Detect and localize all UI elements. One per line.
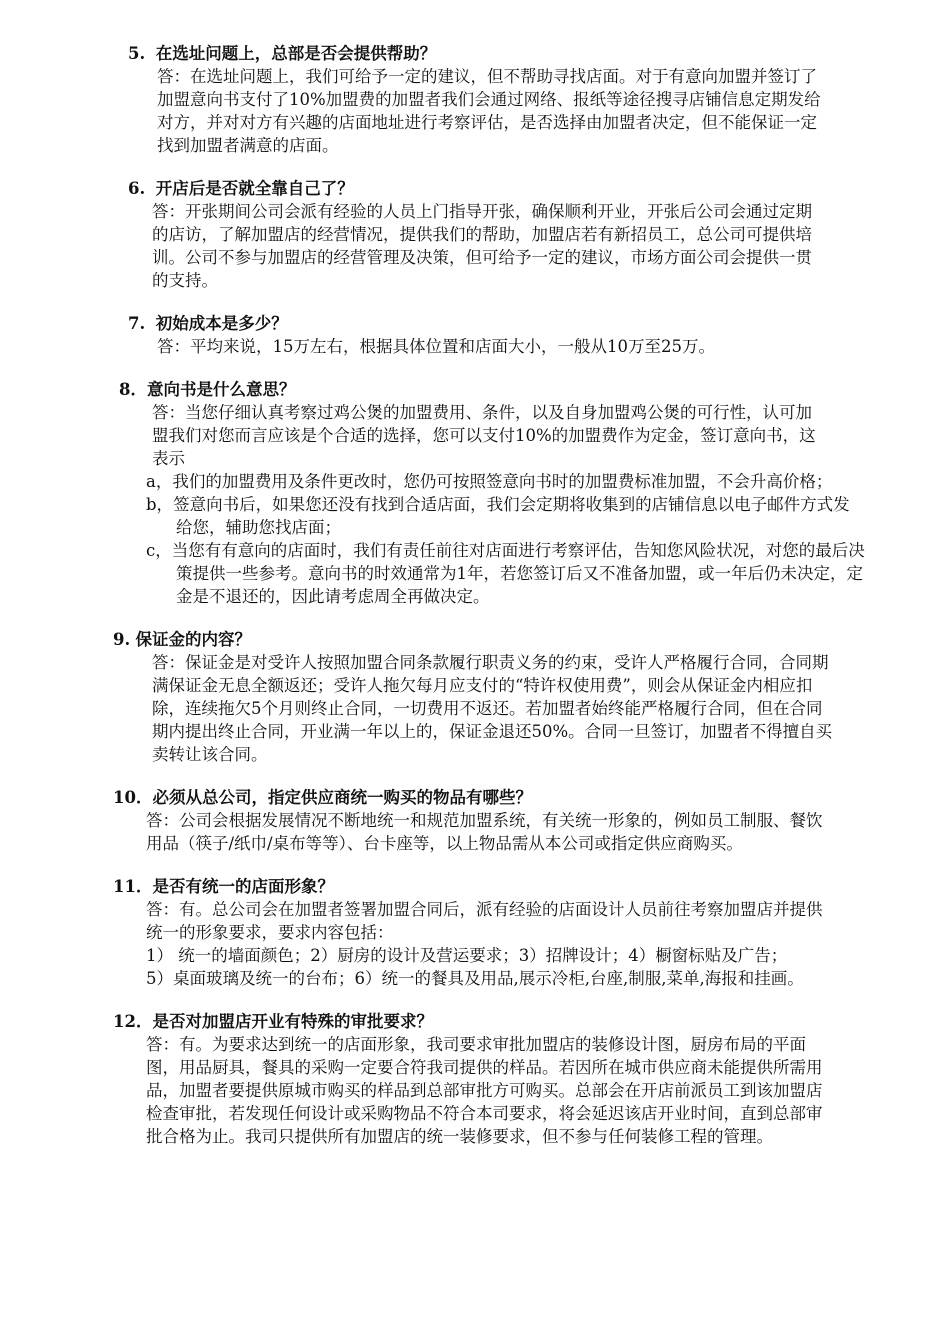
list-item (146, 493, 860, 539)
faq-item-8 (0, 378, 950, 608)
answer-text: 答：有。为要求达到统一的店面形象，我司要求审批加盟店的装修设计图，厨房布局的平面图，用品厨具，餐具的采购一定要合符我司提供的样品。若因所在城市供应商未能提供所需用品，加盟者要提供原城市购买的样品到总部审批方可购买。总部会在开店前派员工到该加盟店检查审批，若发现任何设计或采购物品不符合本司要求，将会延迟该店开业时间，直到总部审批合格为止。我司只提供所有加盟店的统一装修要求，但不参与任何装修工程的管理。 (146, 1035, 823, 1146)
list-item-text: 签意向书后，如果您还没有找到合适店面，我们会定期将收集到的店铺信息以电子邮件方式发给您，辅助您找店面； (173, 495, 850, 537)
question-heading (128, 42, 950, 65)
list-item-text: 统一的墙面颜色；2）厨房的设计及营运要求；3）招牌设计；4）橱窗标贴及广告； (178, 946, 788, 965)
question-number: 11． (113, 877, 153, 896)
faq-item-11 (0, 875, 950, 990)
question-heading (113, 628, 950, 651)
question-heading (128, 312, 950, 335)
answer-text: 答：当您仔细认真考察过鸡公煲的加盟费用、条件，以及自身加盟鸡公煲的可行性，认可加盟我们对您而言应该是个合适的选择，您可以支付10%的加盟费作为定金，签订意向书，这表示 (152, 403, 816, 468)
faq-item-12 (0, 1010, 950, 1148)
faq-item-6 (0, 177, 950, 292)
list-marker: c， (146, 541, 172, 560)
list-marker: 1） (146, 946, 173, 965)
question-number: 7. (128, 314, 146, 333)
question-text: 开店后是否就全靠自己了？ (155, 179, 354, 198)
faq-item-9 (0, 628, 950, 766)
list-marker: a， (146, 472, 173, 491)
question-text: 是否有统一的店面形象？ (152, 877, 334, 896)
question-heading (113, 786, 950, 809)
list-item (146, 539, 868, 608)
question-number: 8． (119, 380, 147, 399)
question-heading (113, 875, 950, 898)
question-heading (113, 1010, 950, 1033)
list-item-text: 当您有有意向的店面时，我们有责任前往对店面进行考察评估，告知您风险状况，对您的最后决策提供一些参考。意向书的时效通常为1年，若您签订后又不准备加盟，或一年后仍未决定，定金是不退还的，因此请考虑周全再做决定。 (171, 541, 865, 606)
question-text: 保证金的内容？ (135, 630, 251, 649)
answer-text: 答：开张期间公司会派有经验的人员上门指导开张，确保顺利开业，开张后公司会通过定期的店访，了解加盟店的经营情况，提供我们的帮助，加盟店若有新招员工，总公司可提供培训。公司不参与加盟店的经营管理及决策，但可给予一定的建议，市场方面公司会提供一贯的支持。 (152, 202, 812, 290)
question-heading (119, 378, 950, 401)
answer-text: 答：在选址问题上，我们可给予一定的建议，但不帮助寻找店面。对于有意向加盟并签订了加盟意向书支付了10%加盟费的加盟者我们会通过网络、报纸等途径搜寻店铺信息定期发给对方，并对对方有兴趣的店面地址进行考察评估，是否选择由加盟者决定，但不能保证一定找到加盟者满意的店面。 (157, 67, 821, 155)
question-heading (128, 177, 950, 200)
question-number: 5. (128, 44, 146, 63)
list-item (146, 944, 860, 967)
question-number: 6. (128, 179, 146, 198)
list-item (146, 470, 860, 493)
question-number: 9. (113, 630, 131, 649)
list-continuation: 5）桌面玻璃及统一的台布；6）统一的餐具及用品,展示冷柜,台座,制服,菜单,海报和挂画。 (146, 969, 804, 988)
question-text: 是否对加盟店开业有特殊的审批要求？ (152, 1012, 433, 1031)
question-text: 必须从总公司，指定供应商统一购买的物品有哪些？ (152, 788, 532, 807)
question-number: 12． (113, 1012, 153, 1031)
question-text: 在选址问题上，总部是否会提供帮助？ (155, 44, 437, 63)
list-marker: b， (146, 495, 174, 514)
faq-document (0, 42, 950, 1148)
question-text: 意向书是什么意思？ (146, 380, 296, 399)
question-text: 初始成本是多少？ (155, 314, 288, 333)
faq-item-10 (0, 786, 950, 855)
faq-item-5 (0, 42, 950, 157)
question-number: 10． (113, 788, 153, 807)
answer-text: 答：有。总公司会在加盟者签署加盟合同后，派有经验的店面设计人员前往考察加盟店并提供统一的形象要求，要求内容包括： (146, 900, 823, 942)
answer-text: 答：平均来说，15万左右，根据具体位置和店面大小，一般从10万至25万。 (157, 337, 715, 356)
answer-text: 答：公司会根据发展情况不断地统一和规范加盟系统，有关统一形象的，例如员工制服、餐饮用品（筷子/纸巾/桌布等等）、台卡座等，以上物品需从本公司或指定供应商购买。 (146, 811, 823, 853)
list-item-text: 我们的加盟费用及条件更改时，您仍可按照签意向书时的加盟费标准加盟，不会升高价格； (172, 472, 833, 491)
answer-text: 答：保证金是对受许人按照加盟合同条款履行职责义务的约束，受许人严格履行合同，合同期满保证金无息全额返还；受许人拖欠每月应支付的“特许权使用费”，则会从保证金内相应扣除，连续拖欠5个月则终止合同，一切费用不返还。若加盟者始终能严格履行合同，但在合同期内提出终止合同，开业满一年以上的，保证金退还50%。合同一旦签订，加盟者不得擅自买卖转让该合同。 (152, 653, 833, 764)
faq-item-7 (0, 312, 950, 358)
